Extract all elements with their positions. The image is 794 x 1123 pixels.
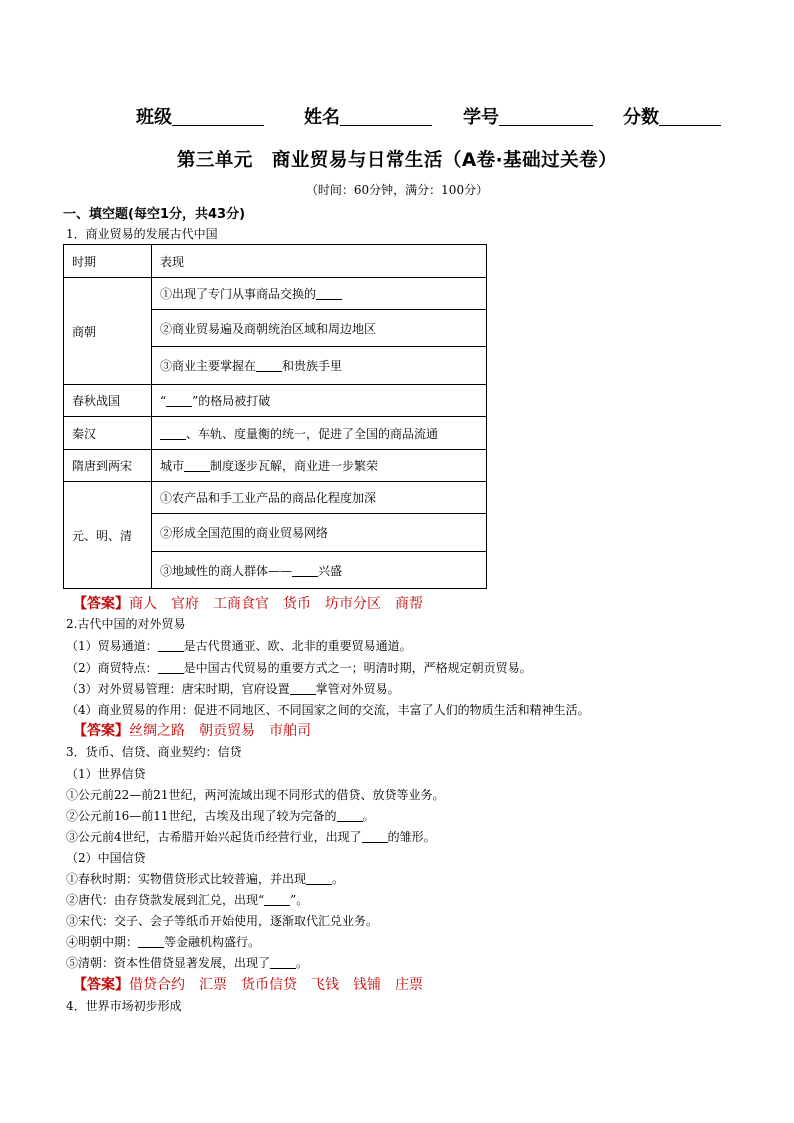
answer-item: 市舶司	[269, 723, 311, 739]
answer-item: 飞钱	[311, 977, 339, 993]
answer-item: 工商食官	[213, 596, 269, 612]
period-cell: 元、明、清	[64, 482, 152, 589]
table-row	[64, 385, 487, 417]
question-4-title: 4．世界市场初步形成	[66, 999, 182, 1013]
page-subtitle: （时间：60分钟，满分：100分）	[305, 183, 489, 197]
answer-item: 货币	[283, 596, 311, 612]
trade-development-table	[63, 244, 487, 589]
content-cell: ①农产品和手工业产品的商品化程度加深	[152, 482, 487, 514]
fill-blank[interactable]	[158, 661, 184, 674]
page-title: 第三单元 商业贸易与日常生活（A卷·基础过关卷）	[176, 150, 618, 171]
question-line: ③宋代：交子、会子等纸币开始使用，逐渐取代汇兑业务。	[66, 914, 379, 928]
china-credit-label: （2）中国信贷	[66, 851, 146, 865]
fill-blank[interactable]	[362, 830, 388, 843]
content-cell: ③地域性的商人群体—— 兴盛	[152, 552, 487, 589]
period-cell: 秦汉	[64, 417, 152, 450]
question-line: ①公元前22—前21世纪，两河流域出现不同形式的借贷、放贷等业务。	[66, 788, 445, 802]
answer-item: 钱铺	[353, 977, 381, 993]
question-line: （4）商业贸易的作用：促进不同地区、不同国家之间的交流，丰富了人们的物质生活和精神生活。	[66, 703, 590, 717]
student-id-field[interactable]	[463, 103, 593, 129]
answer-item: 庄票	[395, 977, 423, 993]
fill-blank[interactable]	[138, 935, 164, 948]
table-row	[64, 482, 487, 514]
score-label: 分数	[623, 107, 659, 128]
name-label: 姓名	[304, 107, 340, 128]
question-line: ③公元前4世纪，古希腊开始兴起货币经营行业，出现了 的雏形。	[66, 830, 436, 844]
content-cell: “ ”的格局被打破	[152, 385, 487, 417]
fill-blank[interactable]	[256, 359, 282, 372]
class-field[interactable]	[136, 103, 264, 129]
fill-blank[interactable]	[264, 893, 290, 906]
fill-blank[interactable]	[292, 564, 318, 577]
question-line: ②公元前16—前11世纪，古埃及出现了较为完备的 。	[66, 809, 375, 823]
fill-blank[interactable]	[166, 394, 192, 407]
answer-label: 【答案】	[73, 723, 129, 739]
period-cell: 隋唐到两宋	[64, 450, 152, 482]
world-credit-label: （1）世界信贷	[66, 767, 146, 781]
question-line: （1）贸易通道： 是古代贯通亚、欧、北非的重要贸易通道。	[66, 639, 412, 653]
score-field[interactable]	[623, 103, 721, 129]
content-cell: ③商业主要掌握在 和贵族手里	[152, 347, 487, 385]
question-line: ④明朝中期： 等金融机构盛行。	[66, 935, 261, 949]
name-field[interactable]	[304, 103, 432, 129]
answer-item: 商人	[129, 596, 157, 612]
answer-item: 官府	[171, 596, 199, 612]
section-heading: 一、填空题(每空1分，共43分)	[63, 207, 246, 222]
fill-blank[interactable]	[306, 872, 332, 885]
question-1-answer	[73, 593, 437, 613]
table-row	[64, 278, 487, 310]
answer-item: 朝贡贸易	[199, 723, 255, 739]
class-blank[interactable]	[172, 107, 264, 126]
answer-label: 【答案】	[73, 977, 129, 993]
question-3-answer	[73, 974, 437, 994]
content-cell: ②形成全国范围的商业贸易网络	[152, 514, 487, 552]
table-header-row	[64, 245, 487, 278]
question-1-title: 1．商业贸易的发展古代中国	[66, 227, 218, 241]
fill-blank[interactable]	[337, 809, 363, 822]
fill-blank[interactable]	[316, 287, 342, 300]
fill-blank[interactable]	[158, 639, 184, 652]
question-line: （3）对外贸易管理：唐宋时期，官府设置 掌管对外贸易。	[66, 682, 400, 696]
table-row	[64, 450, 487, 482]
table-header-period: 时期	[64, 245, 152, 278]
answer-item: 坊市分区	[325, 596, 381, 612]
fill-blank[interactable]	[290, 682, 316, 695]
question-line: ①春秋时期：实物借贷形式比较普遍，并出现 。	[66, 872, 345, 886]
score-blank[interactable]	[659, 107, 721, 126]
student-id-label: 学号	[463, 107, 499, 128]
answer-item: 借贷合约	[129, 977, 185, 993]
content-cell: ①出现了专门从事商品交换的	[152, 278, 487, 310]
table-header-content: 表现	[152, 245, 487, 278]
content-cell: ②商业贸易遍及商朝统治区域和周边地区	[152, 310, 487, 347]
content-cell: 、车轨、度量衡的统一，促进了全国的商品流通	[152, 417, 487, 450]
fill-blank[interactable]	[184, 459, 210, 472]
answer-item: 商帮	[395, 596, 423, 612]
fill-blank[interactable]	[270, 956, 296, 969]
question-line: ⑤清朝：资本性借贷显著发展，出现了 。	[66, 956, 309, 970]
content-cell: 城市 制度逐步瓦解，商业进一步繁荣	[152, 450, 487, 482]
student-id-blank[interactable]	[499, 107, 593, 126]
question-line: ②唐代：由存贷款发展到汇兑，出现“ ”。	[66, 893, 309, 907]
question-3-title: 3．货币、信贷、商业契约：信贷	[66, 745, 242, 759]
answer-item: 丝绸之路	[129, 723, 185, 739]
class-label: 班级	[136, 107, 172, 128]
question-line: （2）商贸特点： 是中国古代贸易的重要方式之一；明清时期，严格规定朝贡贸易。	[66, 661, 532, 675]
answer-item: 汇票	[199, 977, 227, 993]
period-cell: 商朝	[64, 278, 152, 385]
answer-label: 【答案】	[73, 596, 129, 612]
answer-item: 货币信贷	[241, 977, 297, 993]
fill-blank[interactable]	[160, 427, 186, 440]
name-blank[interactable]	[340, 107, 432, 126]
period-cell: 春秋战国	[64, 385, 152, 417]
question-2-answer	[73, 720, 325, 740]
question-2-title: 2.古代中国的对外贸易	[66, 617, 186, 631]
table-row	[64, 417, 487, 450]
